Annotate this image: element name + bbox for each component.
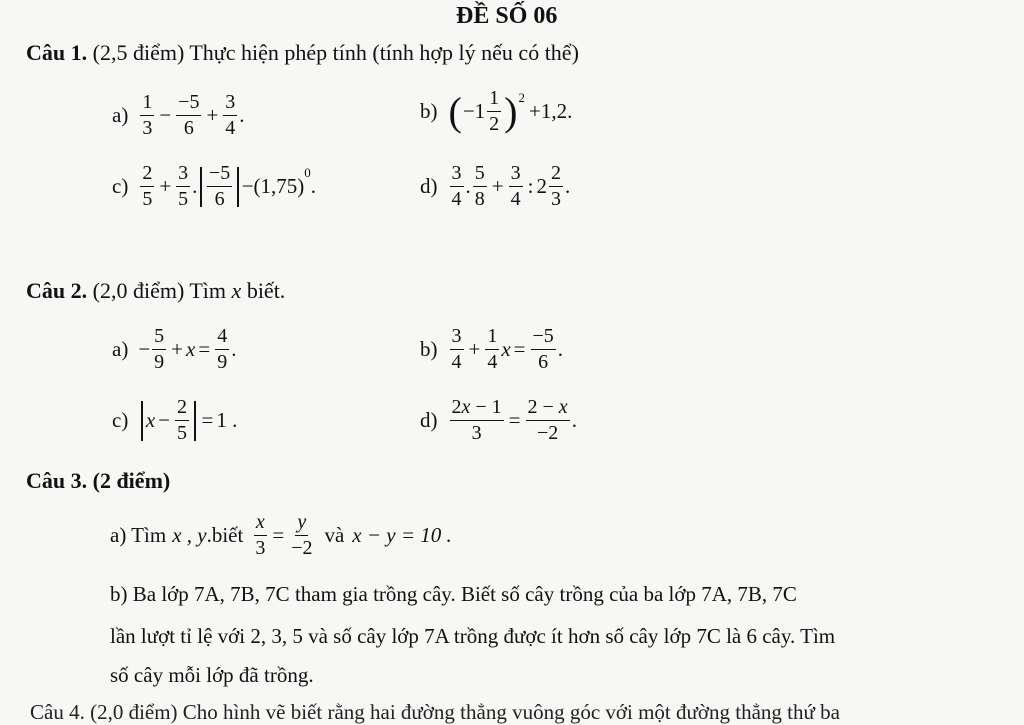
q2-item-a <box>112 326 236 373</box>
q2b-expression: $\frac{3}{4}$ + $\frac{1}{4}$ x = $\frac{-5}{6}$ . <box>451 325 564 373</box>
item-label: a) <box>112 103 129 127</box>
q1b-tail: +1,2. <box>529 99 573 123</box>
fraction: $\frac{2 - x}{-2}$ <box>527 396 568 444</box>
q3b-line-1: b) Ba lớp 7A, 7B, 7C tham gia trồng cây. Biết số cây trồng của ba lớp 7A, 7B, 7C <box>110 582 797 606</box>
q2d-expression: $\frac{2x - 1}{3}$ = $\frac{2 - x}{-2}$ . <box>451 396 577 444</box>
fraction: $\frac{3}{4}$ <box>451 162 462 210</box>
q1b-expression: ( −1 $\frac{1}{2}$ ) 2 +1,2. <box>448 87 573 135</box>
item-label: d) <box>420 174 438 198</box>
q2a-expression: − $\frac{5}{9}$ + x = $\frac{4}{9}$ . <box>138 325 237 373</box>
q3b-line-2: lần lượt tỉ lệ với 2, 3, 5 và số cây lớp 7A trồng được ít hơn số cây lớp 7C là 6 cây. Tìm <box>110 624 836 648</box>
question-2-desc: (2,0 điểm) Tìm <box>92 278 227 303</box>
question-2-desc2: biết. <box>246 278 286 303</box>
question-2-var: x <box>231 278 242 303</box>
fraction: $\frac{-5}{6}$ <box>178 91 200 139</box>
fraction: $\frac{3}{4}$ <box>510 162 521 210</box>
fraction: $\frac{2}{5}$ <box>177 396 187 444</box>
q2-item-c <box>112 397 237 444</box>
fraction: $\frac{2}{3}$ <box>550 162 561 210</box>
exponent: 0 <box>304 164 311 180</box>
fraction: $\frac{3}{5}$ <box>178 162 189 210</box>
question-2-label: Câu 2. <box>26 278 88 303</box>
fraction: $\frac{2x - 1}{3}$ <box>451 396 502 444</box>
q1-item-a <box>112 92 245 139</box>
question-1-desc: (2,5 điểm) Thực hiện phép tính (tính hợp lý nếu có thể) <box>92 40 579 65</box>
item-label: c) <box>112 408 129 432</box>
question-2-heading <box>26 278 285 304</box>
question-3-label: Câu 3. <box>26 468 88 493</box>
q3a-biet: .biết <box>206 523 244 547</box>
fraction: $\frac{4}{9}$ <box>217 325 228 373</box>
fraction: $\frac{3}{4}$ <box>451 325 462 373</box>
cutoff-text: Câu 4. (2,0 điểm) Cho hình vẽ biết rằng hai đường thẳng vuông góc với một đường thẳng thứ ba <box>30 700 840 724</box>
fraction: $\frac{x}{3}$ <box>255 511 266 559</box>
page-title: ĐỀ SỐ 06 <box>456 3 558 29</box>
fraction: $\frac{-5}{6}$ <box>208 162 231 210</box>
q3-item-a <box>110 512 452 559</box>
q2-item-d <box>420 397 577 444</box>
q3a-vars: x , y <box>172 523 207 547</box>
q3b-line-3: số cây mỗi lớp đã trồng. <box>110 663 314 687</box>
q2-item-b <box>420 326 563 373</box>
item-label: d) <box>420 408 438 432</box>
q3a-prefix: a) Tìm <box>110 523 167 547</box>
fraction: $\frac{5}{9}$ <box>154 325 165 373</box>
q1-item-d <box>420 163 570 210</box>
item-label: b) <box>420 337 438 361</box>
q1a-expression: $\frac{1}{3}$ − $\frac{-5}{6}$ + $\frac{3}{4}$ . <box>142 91 245 139</box>
question-1-label: Câu 1. <box>26 40 88 65</box>
q1d-expression: $\frac{3}{4}$ . $\frac{5}{8}$ + $\frac{3}{4}$ : 2 $\frac{2}{3}$ . <box>451 162 571 210</box>
item-label: b) <box>420 99 438 123</box>
fraction: $\frac{1}{2}$ <box>489 87 500 135</box>
q3a-expression: $\frac{x}{3}$ = $\frac{y}{-2}$ <box>255 511 313 559</box>
q1c-tail: −(1,75) <box>241 174 305 198</box>
fraction: $\frac{5}{8}$ <box>474 162 485 210</box>
q1c-expression: $\frac{2}{5}$ + $\frac{3}{5}$ . $\frac{-5}{6}$ −(1,75) 0 . <box>142 162 317 210</box>
q2c-expression: x − $\frac{2}{5}$ = 1 . <box>138 397 237 444</box>
question-1-heading <box>26 40 579 66</box>
item-label: a) <box>112 337 129 361</box>
fraction: $\frac{1}{4}$ <box>487 325 498 373</box>
q1-item-b <box>420 88 572 135</box>
question-3-heading <box>26 468 170 494</box>
fraction: $\frac{3}{4}$ <box>225 91 236 139</box>
fraction: $\frac{-5}{6}$ <box>532 325 554 373</box>
question-3-desc: (2 điểm) <box>92 468 171 493</box>
fraction: $\frac{2}{5}$ <box>142 162 153 210</box>
fraction: $\frac{y}{-2}$ <box>291 511 313 559</box>
fraction: $\frac{1}{3}$ <box>142 91 153 139</box>
q1-item-c <box>112 163 316 210</box>
q3a-va: và <box>324 523 345 547</box>
q3a-condition: x − y = 10 . <box>352 523 452 547</box>
item-label: c) <box>112 174 129 198</box>
